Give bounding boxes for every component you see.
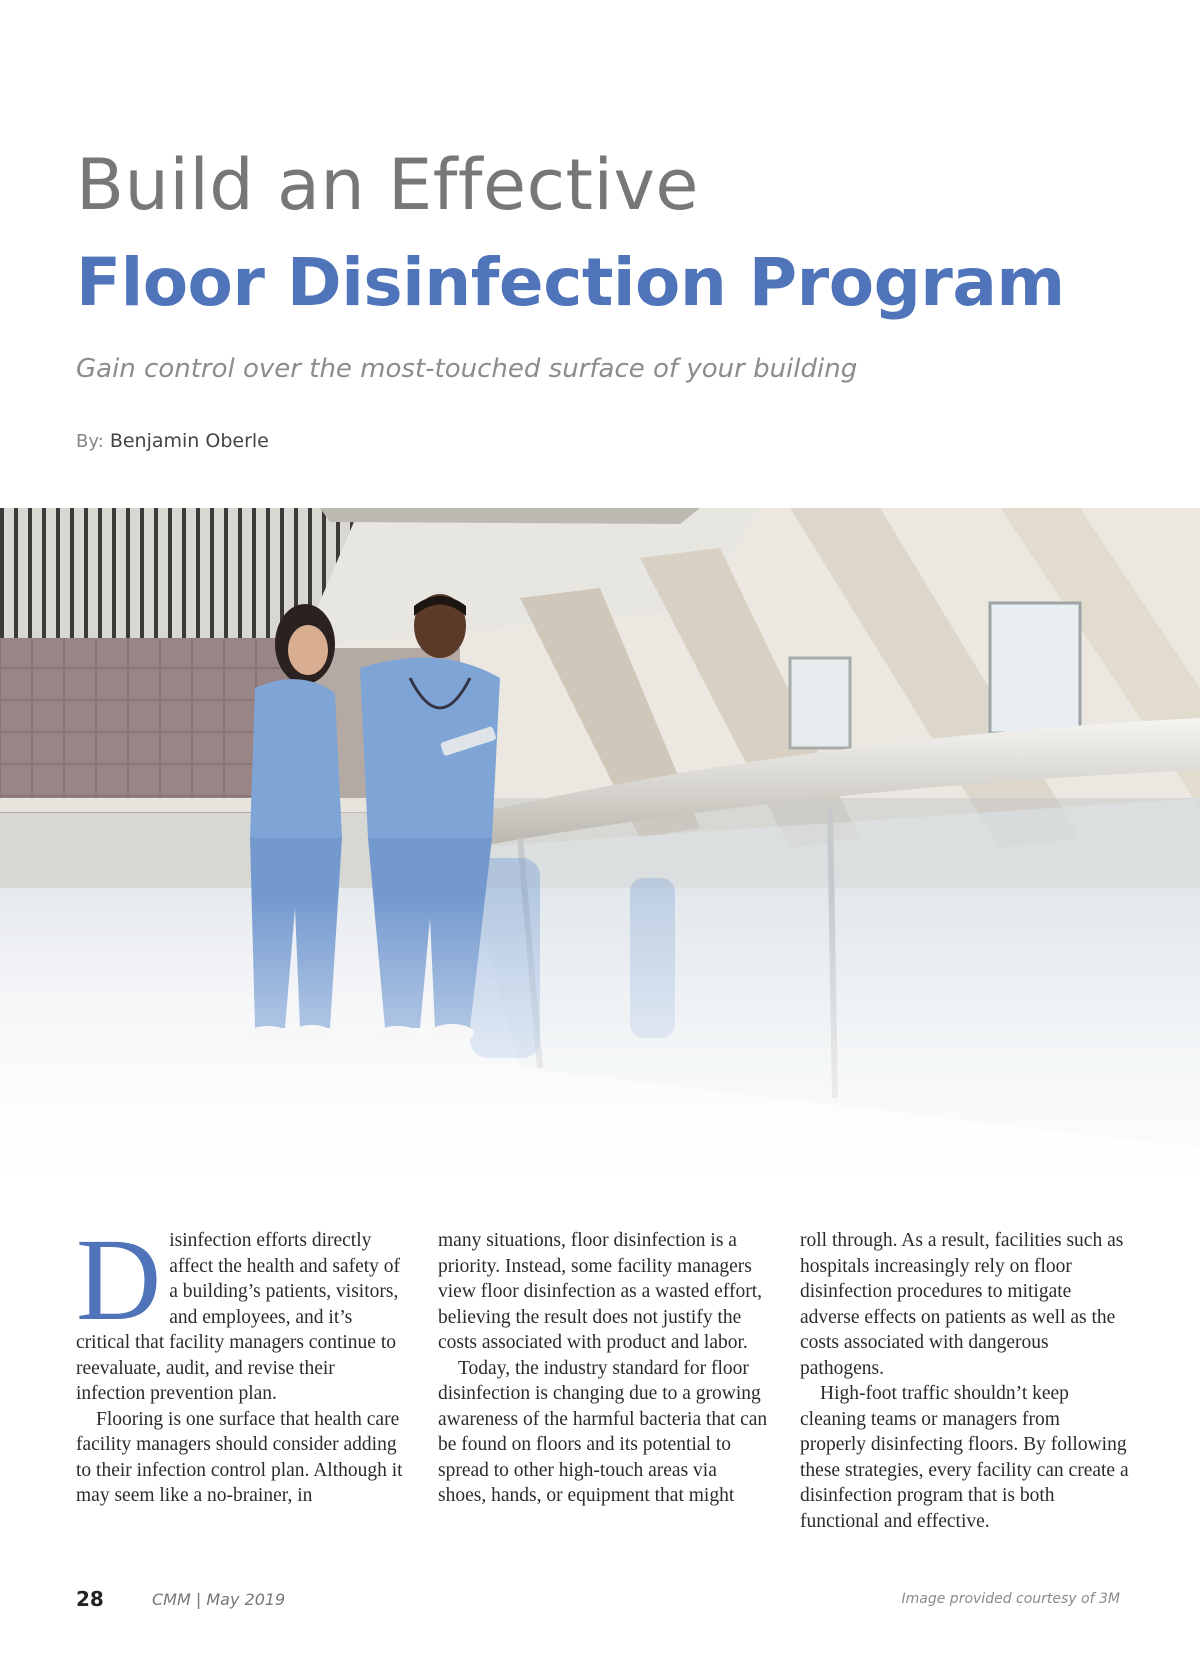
page-number: 28	[76, 1587, 104, 1611]
author-name: Benjamin Oberle	[109, 430, 269, 452]
byline-label: By:	[76, 431, 104, 452]
hero-photo	[0, 508, 1200, 1208]
paragraph: roll through. As a result, facilities such as hospitals increasingly rely on floor disinfection procedures to mitigate adverse effects on patients as well as the costs associated with dangerous pathogens.	[800, 1230, 1124, 1379]
title-line-1: Build an Effective	[76, 144, 699, 226]
subtitle: Gain control over the most-touched surface of your building	[76, 354, 858, 384]
paragraph: High-foot traffic shouldn’t keep cleaning teams or managers from properly disinfecting floors. By following these strategies, every facility can create a disinfection program that is both functional and effective.	[800, 1383, 1129, 1532]
publication-info: CMM | May 2019	[152, 1590, 286, 1609]
drop-cap: D	[76, 1214, 162, 1345]
body-columns	[76, 1214, 1138, 1558]
paragraph	[76, 1214, 406, 1407]
paragraph: Today, the industry standard for floor disinfection is changing due to a growing awareness of the harmful bacteria that can be found on floors and its potential to spread to other high-touch areas via shoes, hands, or equipment that might	[438, 1357, 768, 1506]
body-column-1	[76, 1214, 406, 1509]
image-credit: Image provided courtesy of 3M	[901, 1591, 1120, 1607]
body-column-2	[438, 1228, 768, 1509]
paragraph: Flooring is one surface that health care facility managers should consider adding to their infection control plan. Although it may seem like a no-brainer, in	[76, 1408, 403, 1506]
body-column-3	[800, 1228, 1130, 1534]
paragraph: many situations, floor disinfection is a priority. Instead, some facility managers view floor disinfection as a wasted effort, believing the result does not justify the costs associated with product and labor.	[438, 1230, 762, 1353]
paragraph-text: isinfection efforts directly affect the health and safety of a building’s patients, visitors, and employees, and it’s critical that facility managers continue to reevaluate, audit, and revise their infection prevention plan.	[76, 1230, 401, 1404]
byline	[76, 430, 269, 452]
title-line-2: Floor Disinfection Program	[76, 244, 1065, 321]
